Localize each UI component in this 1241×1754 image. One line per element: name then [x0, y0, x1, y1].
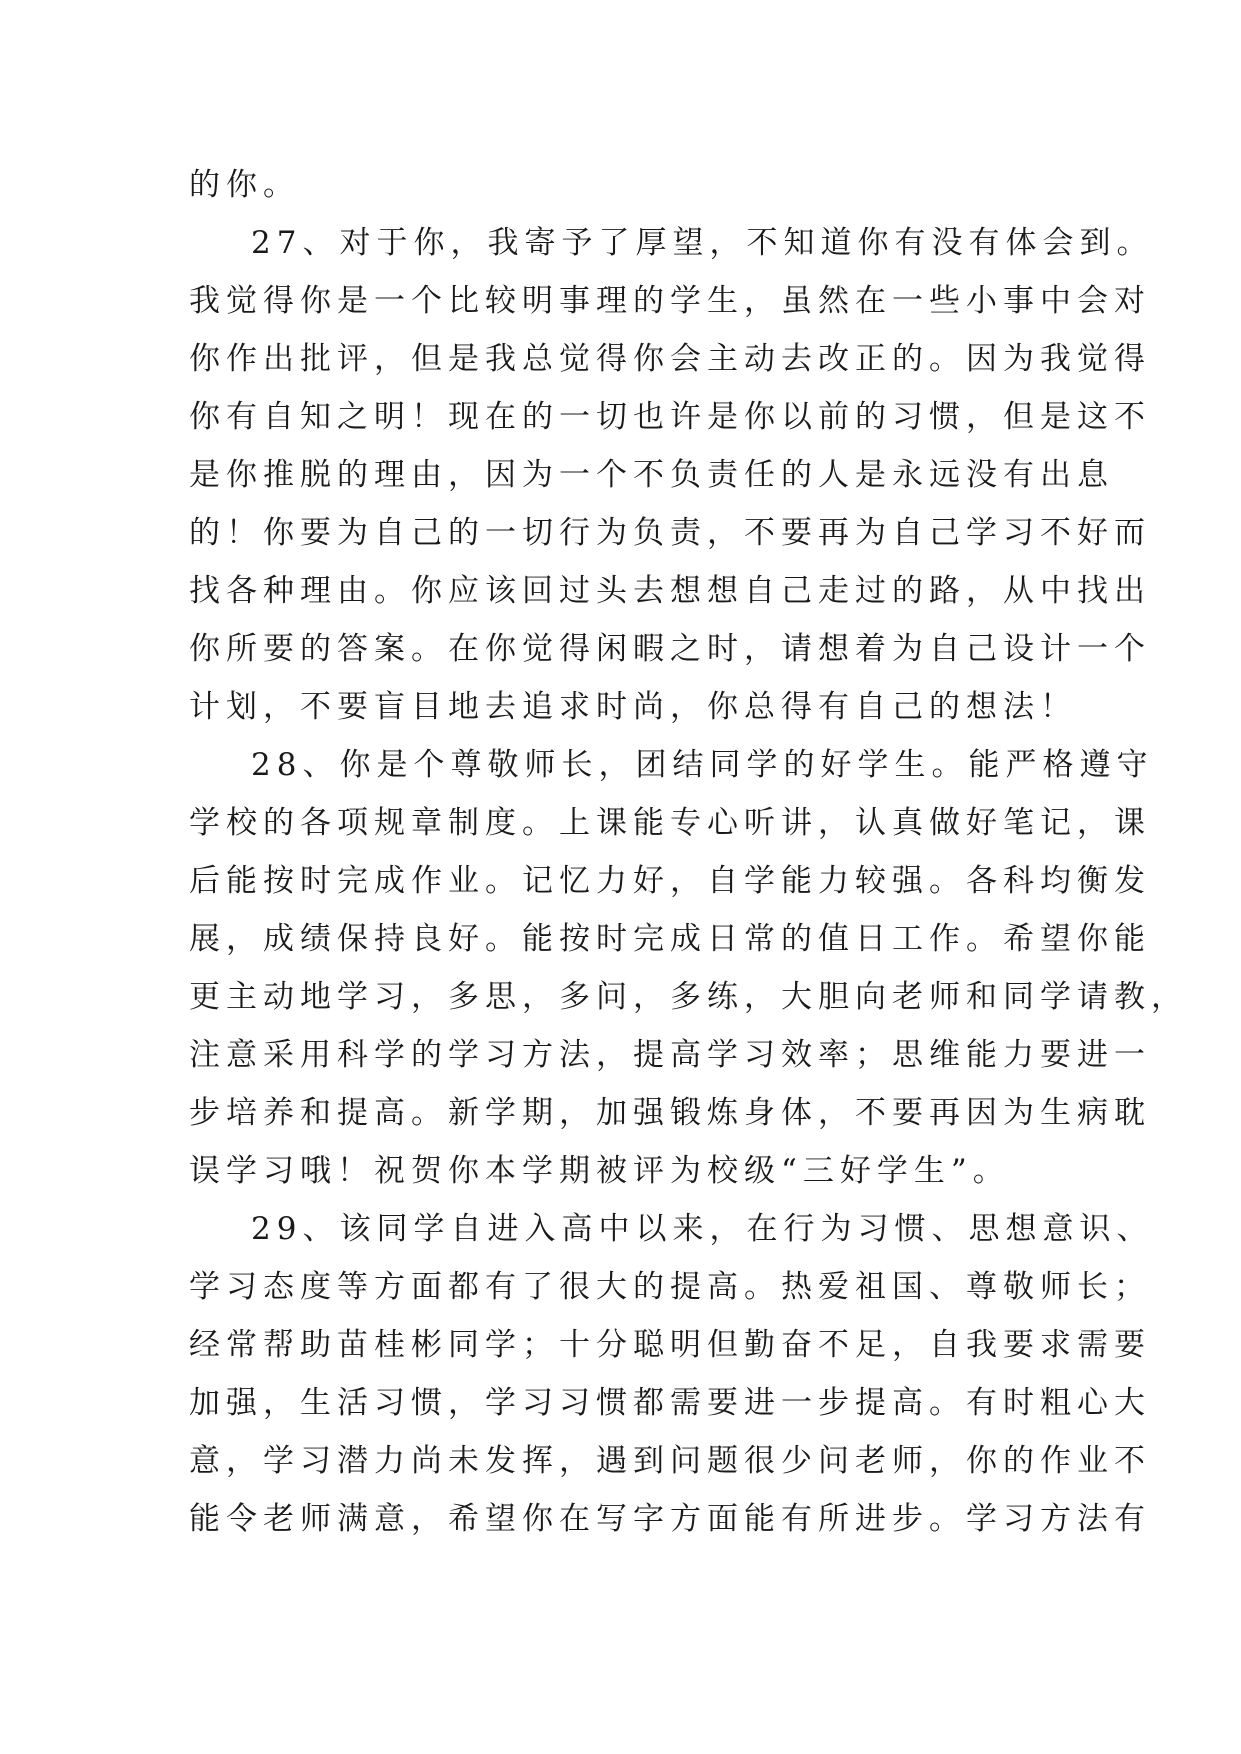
- text-line: 步培养和提高。新学期，加强锻炼身体，不要再因为生病耽: [189, 1095, 1151, 1131]
- text-line: 是你推脱的理由，因为一个不负责任的人是永远没有出息: [189, 457, 1114, 493]
- text-line: 你作出批评，但是我总觉得你会主动去改正的。因为我觉得: [189, 341, 1151, 377]
- text-line: 更主动地学习，多思，多问，多练，大胆向老师和同学请教，: [189, 979, 1188, 1015]
- text-line: 注意采用科学的学习方法，提高学习效率；思维能力要进一: [189, 1037, 1151, 1073]
- paragraph-first-line: 29、该同学自进入高中以来，在行为习惯、思想意识、: [251, 1211, 1154, 1247]
- paragraph-first-line: 28、你是个尊敬师长，团结同学的好学生。能严格遵守: [251, 747, 1154, 783]
- text-line: 后能按时完成作业。记忆力好，自学能力较强。各科均衡发: [189, 863, 1151, 899]
- text-line: 学校的各项规章制度。上课能专心听讲，认真做好笔记，课: [189, 805, 1151, 841]
- text-line: 展，成绩保持良好。能按时完成日常的值日工作。希望你能: [189, 921, 1151, 957]
- text-line: 学习态度等方面都有了很大的提高。热爱祖国、尊敬师长；: [189, 1269, 1151, 1305]
- text-line: 我觉得你是一个比较明事理的学生，虽然在一些小事中会对: [189, 283, 1151, 319]
- body-text: [189, 156, 1188, 1548]
- text-line: 能令老师满意，希望你在写字方面能有所进步。学习方法有: [189, 1501, 1151, 1537]
- text-line: 找各种理由。你应该回过头去想想自己走过的路，从中找出: [189, 573, 1151, 609]
- text-line: 加强，生活习惯，学习习惯都需要进一步提高。有时粗心大: [189, 1385, 1151, 1421]
- text-line: 意，学习潜力尚未发挥，遇到问题很少问老师，你的作业不: [189, 1443, 1151, 1479]
- text-line: 你所要的答案。在你觉得闲暇之时，请想着为自己设计一个: [189, 631, 1151, 667]
- text-line: 的！你要为自己的一切行为负责，不要再为自己学习不好而: [189, 515, 1151, 551]
- text-line: 经常帮助苗桂彬同学；十分聪明但勤奋不足，自我要求需要: [189, 1327, 1151, 1363]
- paragraph-first-line: 27、对于你，我寄予了厚望，不知道你有没有体会到。: [251, 225, 1154, 261]
- text-line: 误学习哦！祝贺你本学期被评为校级“三好学生”。: [189, 1153, 1010, 1189]
- text-line: 计划，不要盲目地去追求时尚，你总得有自己的想法！: [189, 689, 1077, 725]
- text-line: 你有自知之明！现在的一切也许是你以前的习惯，但是这不: [189, 399, 1151, 435]
- text-line: 的你。: [189, 167, 300, 203]
